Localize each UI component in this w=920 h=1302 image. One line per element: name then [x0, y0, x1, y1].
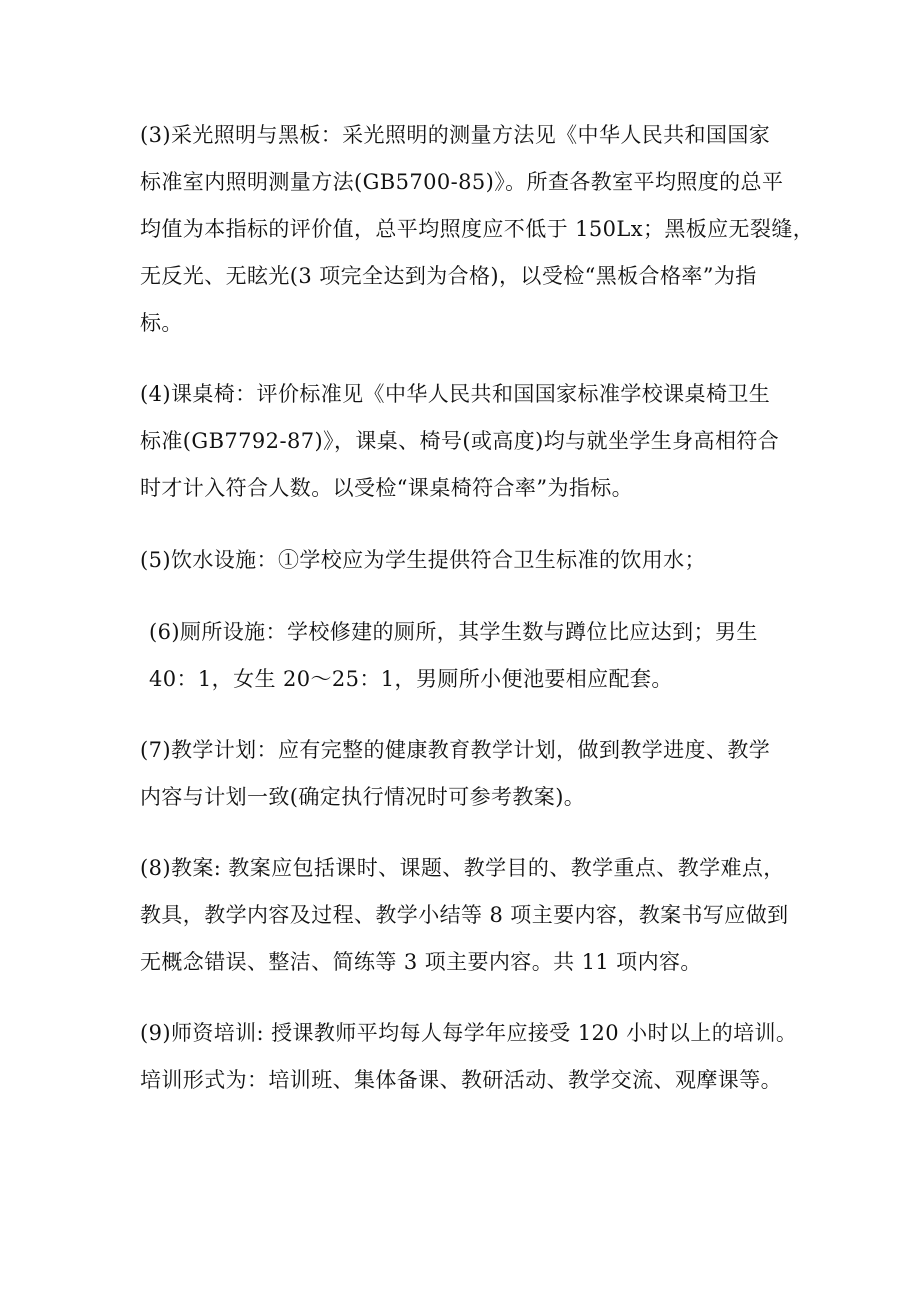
text-line: 无反光、无眩光(3 项完全达到为合格)，以受检“黑板合格率”为指 [140, 264, 757, 288]
text-line: (7)教学计划：应有完整的健康教育教学计划，做到教学进度、教学 [140, 738, 771, 762]
text-line: (6)厕所设施：学校修建的厕所，其学生数与蹲位比应达到；男生 [149, 620, 758, 644]
text-line: 时才计入符合人数。以受检“课桌椅符合率”为指标。 [140, 476, 634, 500]
paragraph-drinking-water [140, 537, 790, 584]
text-line: 均值为本指标的评价值，总平均照度应不低于 150Lx；黑板应无裂缝， [140, 217, 815, 241]
text-line: 标准(GB7792-87)》，课桌、椅号(或高度)均与就坐学生身高相符合 [140, 429, 780, 453]
paragraph-desks-chairs [140, 371, 790, 512]
text-line: 无概念错误、整洁、简练等 3 项主要内容。共 11 项内容。 [140, 950, 702, 974]
text-line: 标。 [140, 311, 183, 335]
paragraph-toilet-facilities [149, 609, 799, 703]
text-line: 培训形式为：培训班、集体备课、教研活动、教学交流、观摩课等。 [140, 1068, 782, 1092]
text-line: (4)课桌椅：评价标准见《中华人民共和国国家标准学校课桌椅卫生 [140, 382, 771, 406]
text-line: 教具，教学内容及过程、教学小结等 8 项主要内容，教案书写应做到 [140, 903, 789, 927]
text-line: (9)师资培训: 授课教师平均每人每学年应接受 120 小时以上的培训。 [140, 1021, 798, 1045]
text-line: 内容与计划一致(确定执行情况时可参考教案)。 [140, 785, 586, 809]
text-line: 标准室内照明测量方法(GB5700-85)》。所查各教室平均照度的总平 [140, 170, 784, 194]
text-line: (5)饮水设施：①学校应为学生提供符合卫生标准的饮用水； [140, 548, 706, 572]
paragraph-lesson-plan [140, 845, 790, 986]
text-line: 40：1，女生 20～25：1，男厕所小便池要相应配套。 [149, 667, 673, 691]
text-line: (8)教案: 教案应包括课时、课题、教学目的、教学重点、教学难点， [140, 856, 785, 880]
text-line: (3)采光照明与黑板：采光照明的测量方法见《中华人民共和国国家 [140, 123, 771, 147]
paragraph-teacher-training [140, 1010, 798, 1104]
paragraph-lighting-blackboard [140, 112, 815, 347]
paragraph-teaching-plan [140, 727, 790, 821]
